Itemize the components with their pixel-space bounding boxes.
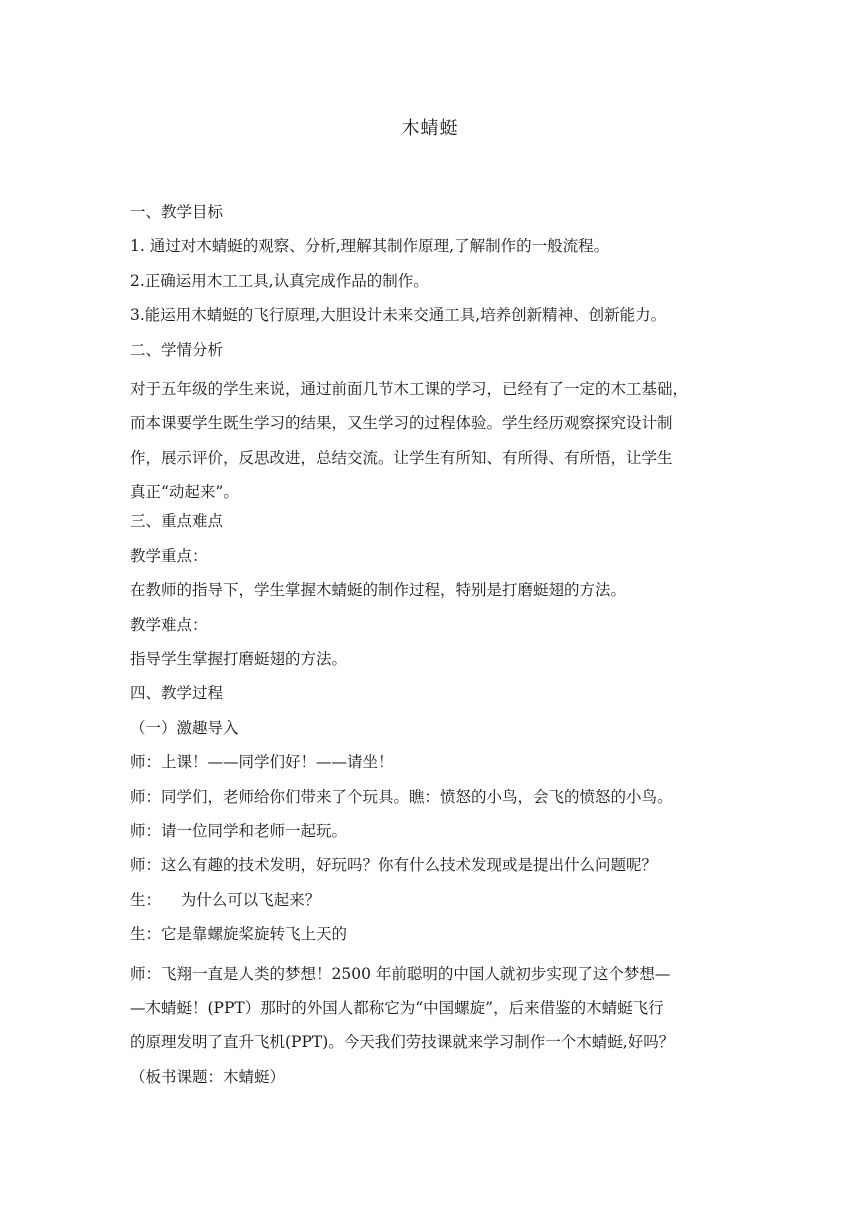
section-heading-analysis: 二、学情分析 — [130, 340, 224, 359]
analysis-line: 作，展示评价，反思改进，总结交流。让学生有所知、有所得、有所悟，让学生 — [130, 448, 673, 467]
dialogue-line: 师：同学们，老师给你们带来了个玩具。瞧：愤怒的小鸟，会飞的愤怒的小鸟。 — [130, 787, 673, 806]
objective-item-3: 3.能运用木蜻蜓的飞行原理,大胆设计未来交通工具,培养创新精神、创新能力。 — [130, 306, 667, 325]
document-title: 木蜻蜓 — [401, 118, 459, 139]
final-line: （板书课题：木蜻蜓） — [130, 1067, 286, 1086]
dialogue-line: 生：它是靠螺旋桨旋转飞上天的 — [130, 925, 348, 944]
final-line: —木蜻蜓！(PPT）那时的外国人都称它为“中国螺旋”，后来借鉴的木蜻蜓飞行 — [130, 998, 664, 1017]
subheading-focus: 教学重点： — [130, 546, 208, 565]
objective-item-2: 2.正确运用木工工具,认真完成作品的制作。 — [130, 271, 429, 290]
subsection-intro: （一）激趣导入 — [130, 718, 239, 737]
section-heading-keypoints: 三、重点难点 — [130, 512, 224, 531]
analysis-line: 对于五年级的学生来说，通过前面几节木工课的学习，已经有了一定的木工基础， — [130, 379, 689, 398]
subheading-difficulty: 教学难点： — [130, 615, 208, 634]
final-paragraph — [130, 957, 732, 1095]
objective-item-1: 1. 通过对木蜻蜓的观察、分析,理解其制作原理,了解制作的一般流程。 — [130, 237, 610, 256]
section-heading-process: 四、教学过程 — [130, 684, 224, 703]
analysis-line: 真正“动起来”。 — [130, 483, 239, 502]
focus-text: 在教师的指导下，学生掌握木蜻蜓的制作过程，特别是打磨蜓翅的方法。 — [130, 581, 627, 600]
dialogue-line: 师：这么有趣的技术发明，好玩吗？你有什么技术发现或是提出什么问题呢？ — [130, 856, 658, 875]
difficulty-text: 指导学生掌握打磨蜓翅的方法。 — [130, 649, 348, 668]
dialogue-line: 师：请一位同学和老师一起玩。 — [130, 821, 348, 840]
section-heading-objectives: 一、教学目标 — [130, 203, 224, 221]
analysis-paragraph — [130, 372, 732, 510]
analysis-line: 而本课要学生既生学习的结果，又生学习的过程体验。学生经历观察探究设计制 — [130, 414, 673, 433]
document-body — [130, 200, 732, 1094]
dialogue-line: 生： 为什么可以飞起来？ — [130, 890, 321, 909]
final-line: 师：飞翔一直是人类的梦想！2500 年前聪明的中国人就初步实现了这个梦想— — [130, 964, 671, 983]
final-line: 的原理发明了直升飞机(PPT)。今天我们劳技课就来学习制作一个木蜻蜓,好吗？ — [130, 1033, 675, 1052]
dialogue-line: 师：上课！——同学们好！——请坐！ — [130, 753, 394, 772]
